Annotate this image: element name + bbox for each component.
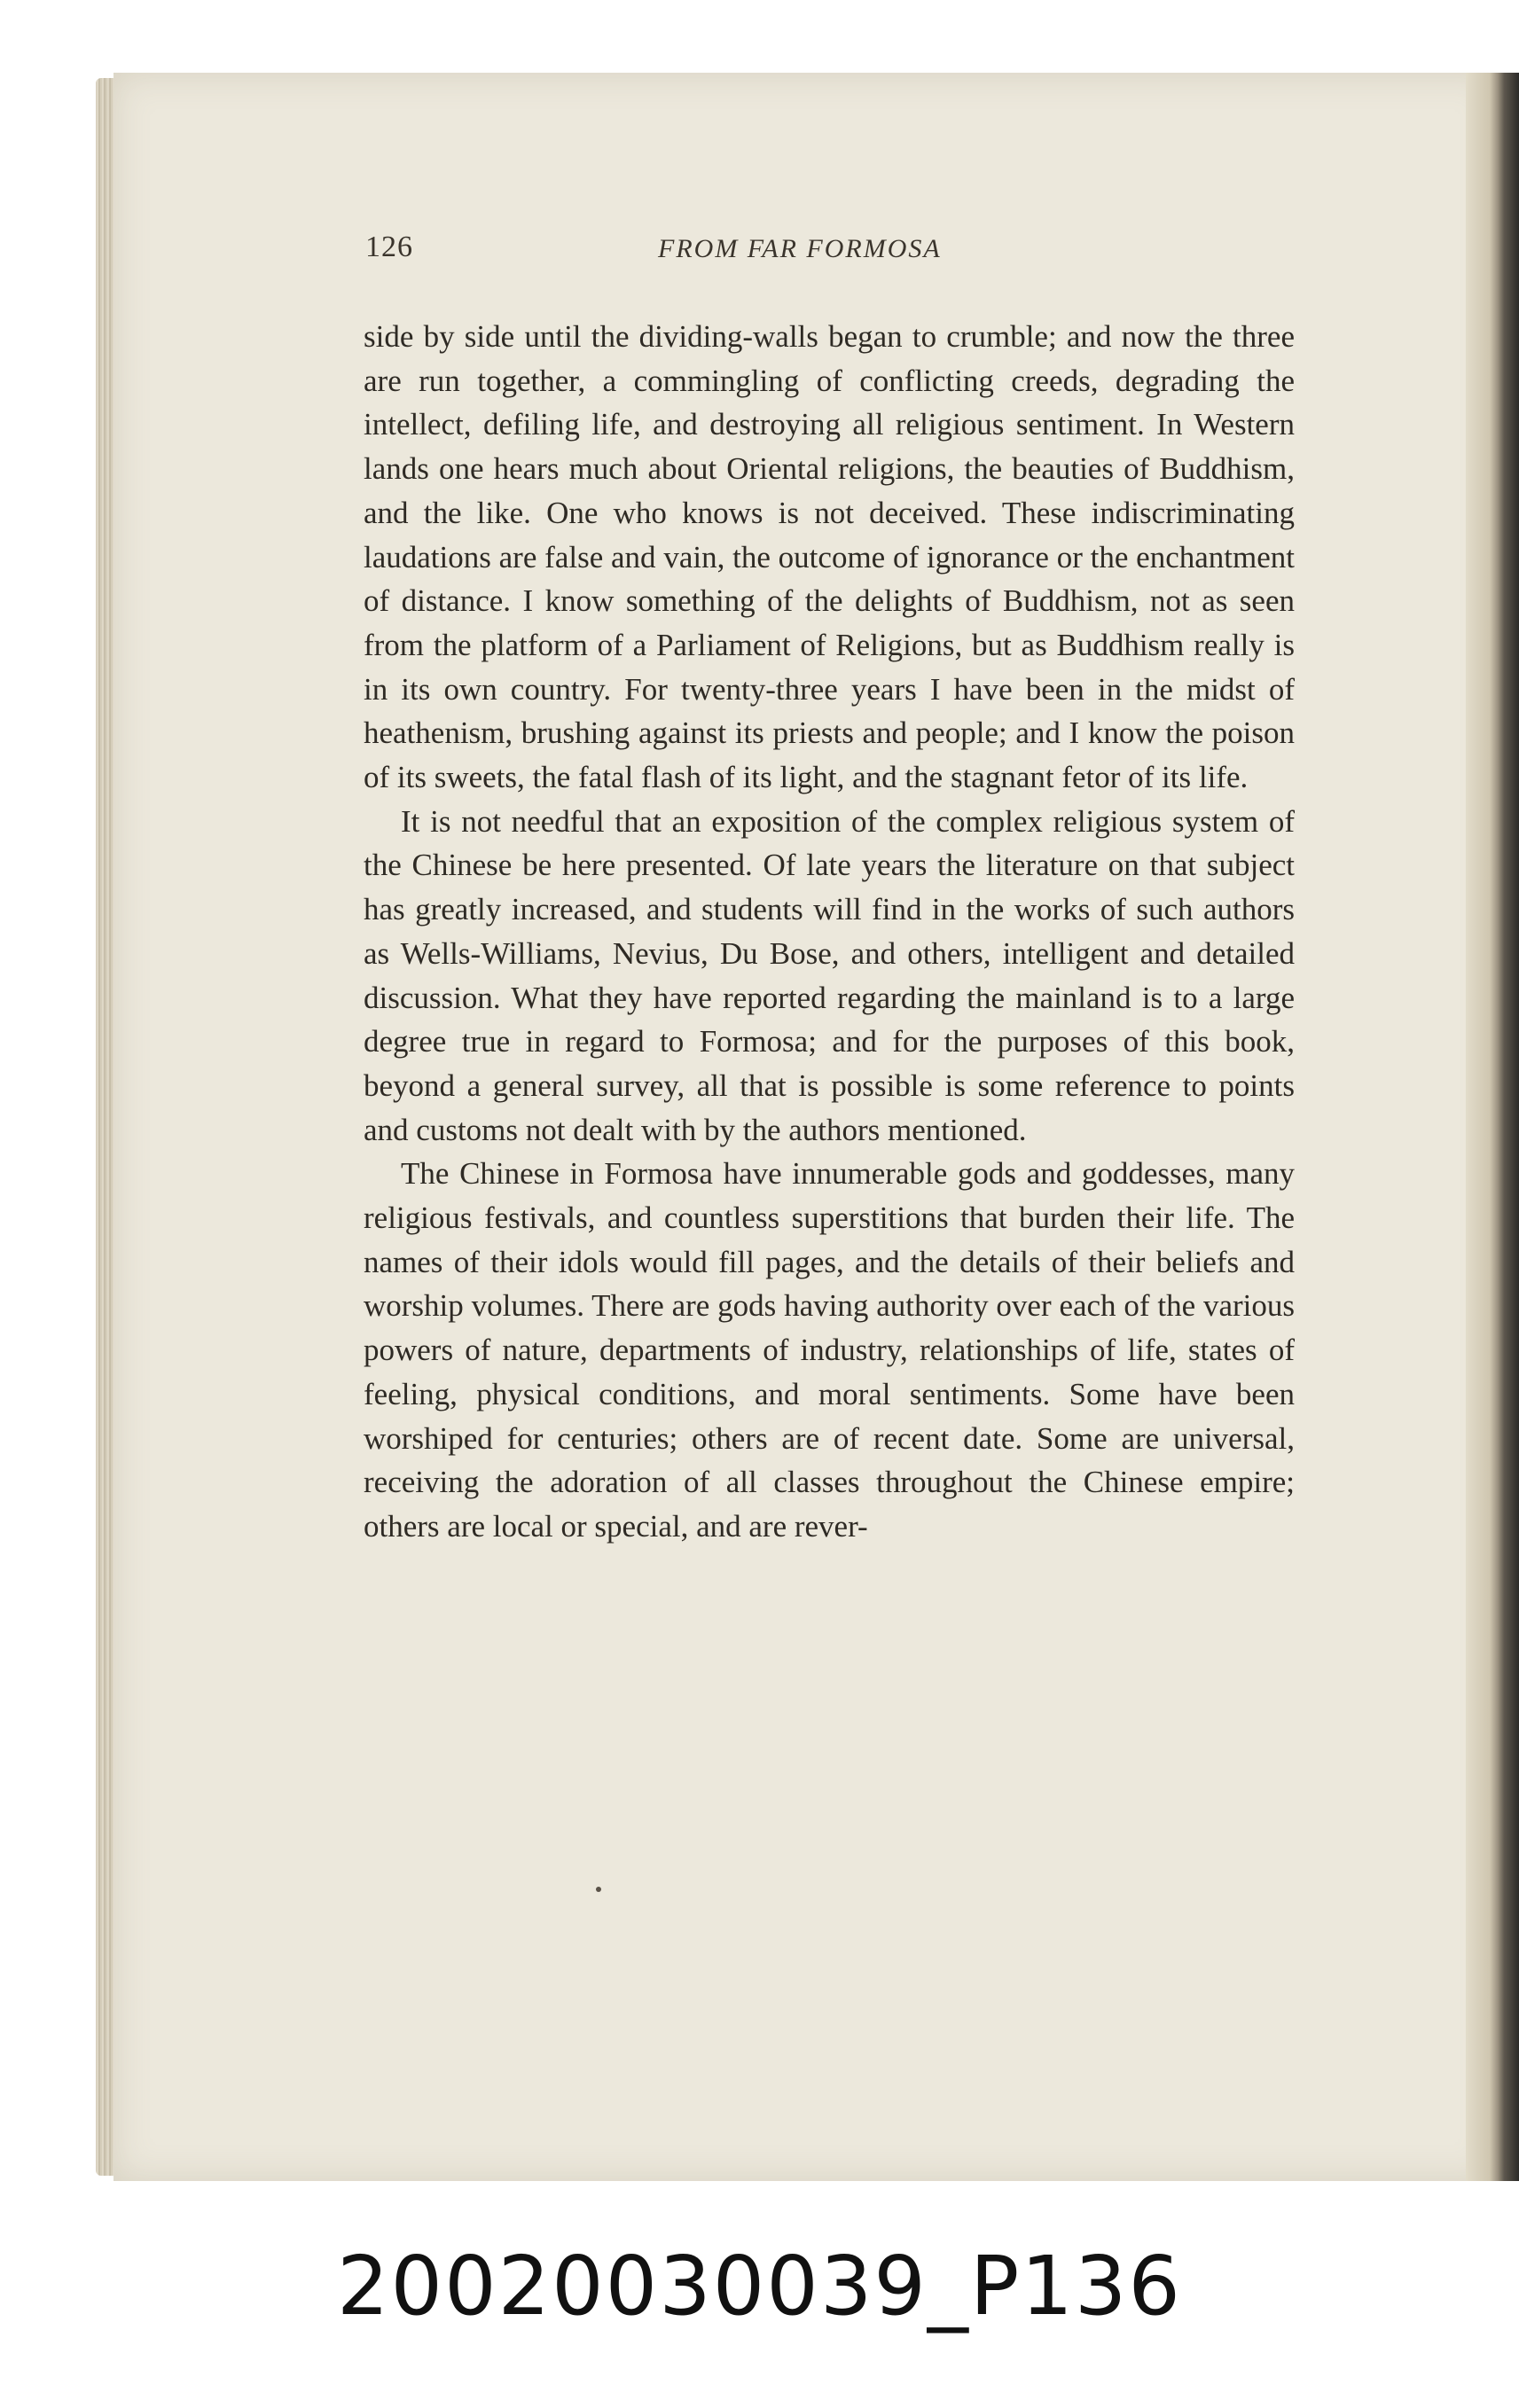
book-gutter (1466, 73, 1519, 2181)
archive-id-caption: 20020030039_P136 (337, 2239, 1182, 2334)
ink-speck (596, 1887, 601, 1892)
paragraph-3: The Chinese in Formosa have innumerable gods and goddesses, many religious festivals, and countless superstitions that burden their life. The names of their idols would fill pages, and the details of their beliefs and worship volumes. There are gods having authority over each of the various powers of nature, departments of industry, relationships of life, states of feeling, physical conditions, and moral sentiments. Some have been worshiped for centuries; others are of recent date. Some are universal, receiving the adoration of all classes throughout the Chinese empire; others are local or special, and are rever- (364, 1156, 1295, 1544)
paragraph-1: side by side until the dividing-walls began to crumble; and now the three are run together, a commingling of conflicting creeds, degrading the intellect, defiling life, and destroying all religious sentiment. In Western lands one hears much about Oriental religions, the beauties of Buddhism, and the like. One who knows is not deceived. These indiscriminating laudations are false and vain, the outcome of ignorance or the enchantment of distance. I know something of the delights of Buddhism, not as seen from the platform of a Parliament of Religions, but as Buddhism really is in its own country. For twenty-three years I have been in the midst of heathenism, brushing against its priests and people; and I know the poison of its sweets, the fatal flash of its light, and the stagnant fetor of its life. (364, 319, 1295, 795)
running-title: FROM FAR FORMOSA (658, 234, 942, 263)
body-text (364, 315, 1295, 1549)
running-head (365, 231, 1305, 275)
paragraph-2: It is not needful that an exposition of the complex religious system of the Chinese be here presented. Of late years the literature on that subject has greatly increased, and students will find in the works of such authors as Wells-Williams, Nevius, Du Bose, and others, intelligent and detailed discussion. What they have reported regarding the mainland is to a large degree true in regard to Formosa; and for the purposes of this book, beyond a general survey, all that is possible is some reference to points and customs not dealt with by the authors mentioned. (364, 803, 1295, 1147)
page-number: 126 (365, 231, 413, 263)
